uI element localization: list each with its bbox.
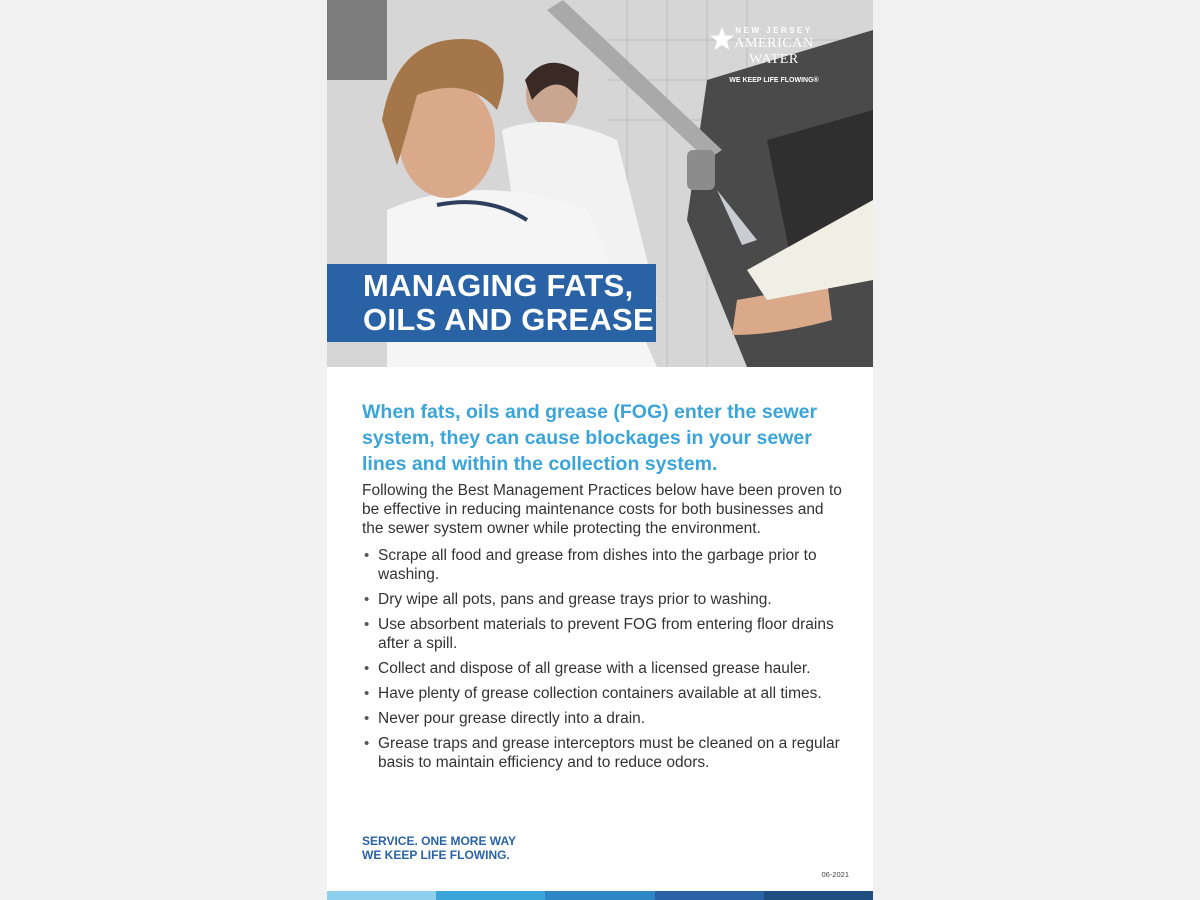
list-item-text: Use absorbent materials to prevent FOG from entering floor drains after a spill. <box>378 616 834 652</box>
bullet-icon: • <box>364 591 370 608</box>
list-item-text: Never pour grease directly into a drain. <box>378 710 646 727</box>
bullet-icon: • <box>364 735 370 752</box>
bullet-icon: • <box>364 547 370 564</box>
flyer-page <box>327 0 873 900</box>
list-item <box>362 709 844 728</box>
list-item-text: Collect and dispose of all grease with a licensed grease hauler. <box>378 660 811 677</box>
company-logo <box>709 26 839 85</box>
bullet-icon: • <box>364 710 370 727</box>
lead-paragraph: When fats, oils and grease (FOG) enter the sewer system, they can cause blockages in your sewer lines and within the collection system. <box>362 401 818 475</box>
color-bar-segment <box>327 891 436 900</box>
bullet-icon: • <box>364 660 370 677</box>
hero-photo <box>327 0 873 367</box>
list-item <box>362 684 844 703</box>
list-item-text: Scrape all food and grease from dishes into the garbage prior to washing. <box>378 547 817 583</box>
star-icon <box>709 26 735 52</box>
main-content <box>362 399 844 778</box>
bullet-icon: • <box>364 616 370 633</box>
list-item <box>362 546 844 584</box>
footer-line-1: SERVICE. ONE MORE WAY <box>362 834 517 848</box>
color-bar-segment <box>545 891 654 900</box>
color-bar-segment <box>655 891 764 900</box>
logo-company-name: AMERICAN WATER <box>734 36 814 67</box>
footer-line-2: WE KEEP LIFE FLOWING. <box>362 848 510 862</box>
logo-state-label: NEW JERSEY <box>735 26 813 35</box>
title-line-1: MANAGING FATS, <box>363 268 634 303</box>
title-line-2: OILS AND GREASE <box>363 302 654 337</box>
title-band <box>327 264 656 342</box>
footer-color-bar <box>327 891 873 900</box>
list-item <box>362 659 844 678</box>
footer-tagline <box>362 834 516 862</box>
list-item <box>362 590 844 609</box>
best-practices-list <box>362 546 844 772</box>
color-bar-segment <box>436 891 545 900</box>
list-item-text: Have plenty of grease collection containers available at all times. <box>378 685 822 702</box>
list-item-text: Dry wipe all pots, pans and grease trays prior to washing. <box>378 591 772 608</box>
list-item <box>362 734 844 772</box>
list-item-text: Grease traps and grease interceptors must be cleaned on a regular basis to maintain efficiency and to reduce odors. <box>378 735 840 771</box>
intro-paragraph: Following the Best Management Practices below have been proven to be effective in reducing maintenance costs for both businesses and the sewer system owner while protecting the environment. <box>362 482 842 537</box>
list-item <box>362 615 844 653</box>
color-bar-segment <box>764 891 873 900</box>
bullet-icon: • <box>364 685 370 702</box>
document-code: 06-2021 <box>821 870 849 879</box>
logo-tagline: WE KEEP LIFE FLOWING® <box>729 77 819 84</box>
